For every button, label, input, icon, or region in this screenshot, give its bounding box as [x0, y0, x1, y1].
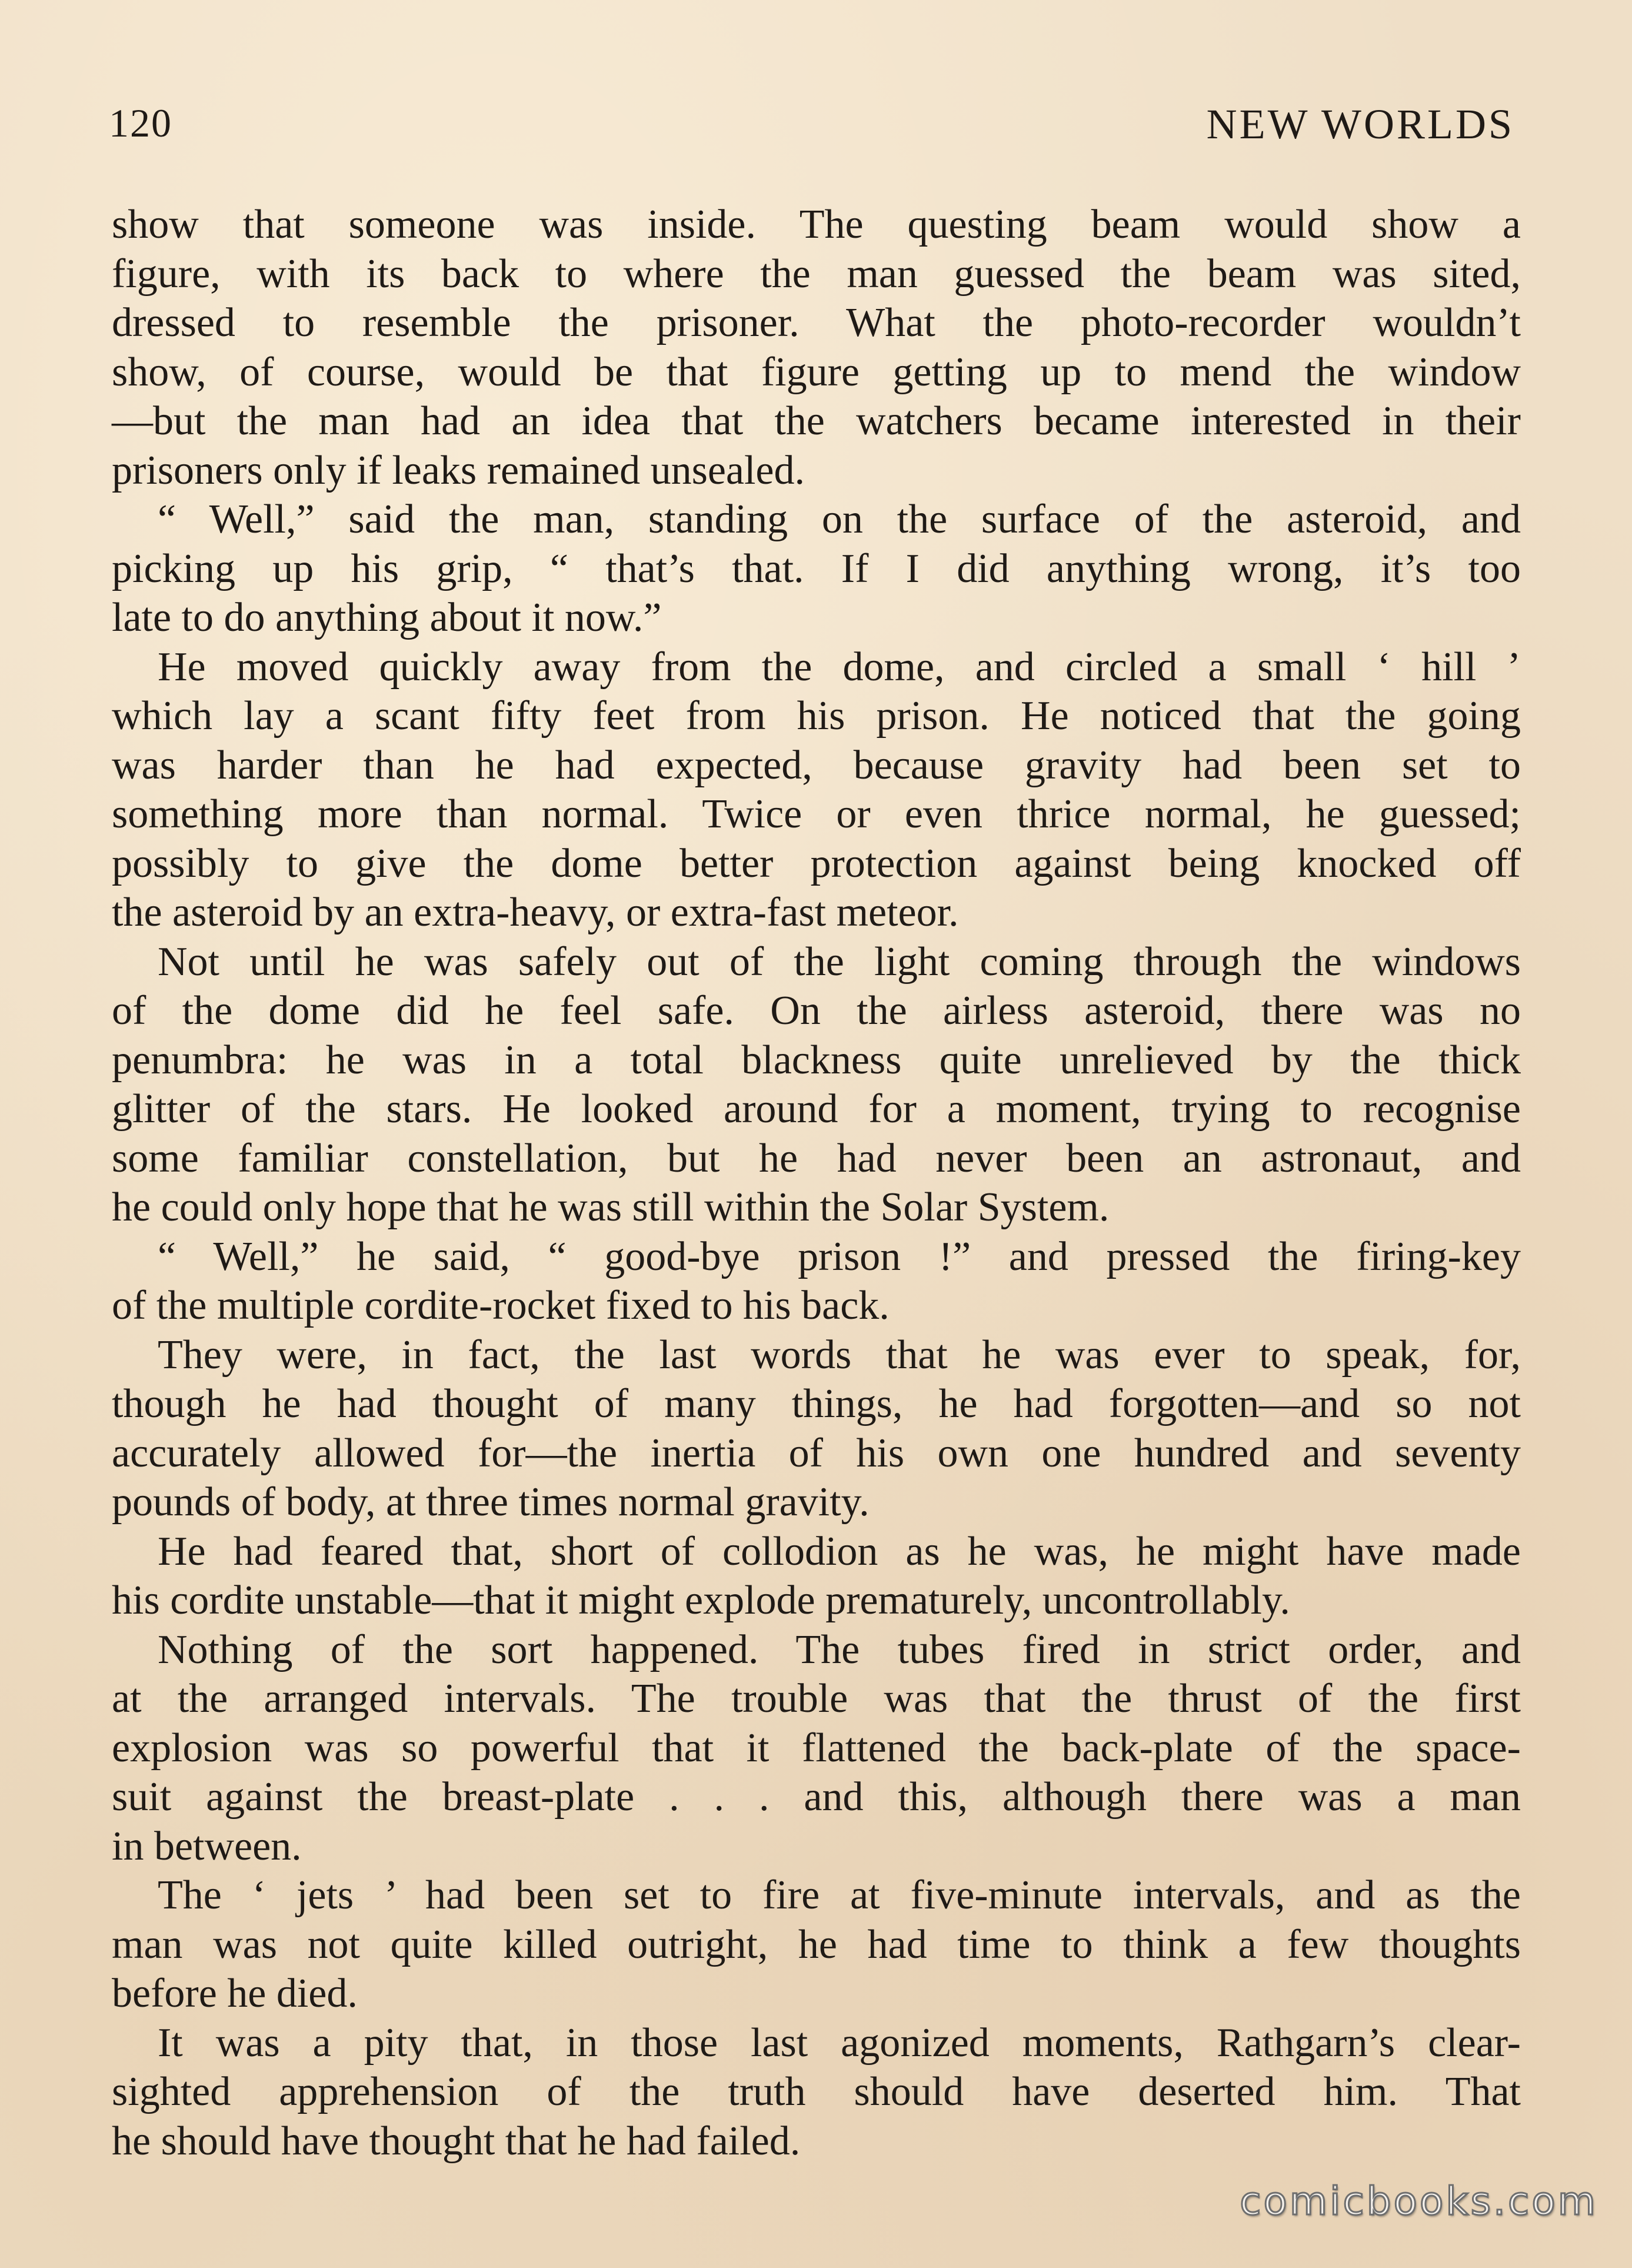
text-line: his cordite unstable—that it might explode prematurely, uncontrollably.: [112, 1578, 1290, 1623]
running-head: NEW WORLDS: [1206, 101, 1514, 148]
text-line: picking up his grip, “ that’s that. If I did anything wrong, it’s too: [112, 546, 1521, 591]
text-line: They were, in fact, the last words that he was ever to speak, for,: [158, 1332, 1521, 1378]
text-line: Not until he was safely out of the light coming through the windows: [158, 939, 1521, 985]
text-line: possibly to give the dome better protection against being knocked off: [112, 840, 1521, 886]
text-line: before he died.: [112, 1971, 358, 2016]
text-line: he could only hope that he was still within the Solar System.: [112, 1185, 1110, 1230]
text-line: “ Well,” said the man, standing on the surface of the asteroid, and: [158, 497, 1521, 542]
text-line: at the arranged intervals. The trouble was that the thrust of the first: [112, 1676, 1521, 1721]
text-line: prisoners only if leaks remained unsealed.: [112, 447, 805, 493]
page-header: [109, 100, 1514, 159]
text-line: which lay a scant fifty feet from his prison. He noticed that the going: [112, 693, 1521, 739]
text-line: he should have thought that he had failed.: [112, 2118, 801, 2164]
text-line: some familiar constellation, but he had never been an astronaut, and: [112, 1135, 1521, 1181]
text-line: glitter of the stars. He looked around for a moment, trying to recognise: [112, 1086, 1521, 1132]
page-number: 120: [109, 101, 172, 145]
text-line: of the multiple cordite-rocket fixed to his back.: [112, 1283, 890, 1328]
text-line: dressed to resemble the prisoner. What the photo-recorder wouldn’t: [112, 300, 1521, 345]
text-line: though he had thought of many things, he had forgotten—and so not: [112, 1381, 1521, 1426]
text-line: suit against the breast-plate . . . and this, although there was a man: [112, 1774, 1521, 1820]
text-line: It was a pity that, in those last agonized moments, Rathgarn’s clear-: [158, 2020, 1521, 2066]
text-line: accurately allowed for—the inertia of his own one hundred and seventy: [112, 1430, 1521, 1476]
text-line: Nothing of the sort happened. The tubes fired in strict order, and: [158, 1627, 1521, 1672]
text-line: man was not quite killed outright, he had time to think a few thoughts: [112, 1921, 1521, 1967]
text-line: penumbra: he was in a total blackness quite unrelieved by the thick: [112, 1037, 1521, 1083]
text-line: was harder than he had expected, because gravity had been set to: [112, 742, 1521, 788]
text-line: in between.: [112, 1823, 302, 1869]
text-line: show that someone was inside. The questing beam would show a: [112, 202, 1521, 247]
watermark-logo: comicbooks.com: [1240, 2179, 1598, 2224]
text-line: He had feared that, short of collodion as he was, he might have made: [158, 1528, 1521, 1574]
text-line: something more than normal. Twice or even thrice normal, he guessed;: [112, 792, 1521, 837]
text-line: of the dome did he feel safe. On the airless asteroid, there was no: [112, 988, 1521, 1033]
body-text: [112, 200, 1521, 2166]
text-line: pounds of body, at three times normal gravity.: [112, 1479, 870, 1525]
text-line: figure, with its back to where the man guessed the beam was sited,: [112, 251, 1521, 297]
text-line: He moved quickly away from the dome, and circled a small ‘ hill ’: [158, 644, 1521, 690]
text-line: —but the man had an idea that the watchers became interested in their: [112, 398, 1521, 444]
text-line: late to do anything about it now.”: [112, 595, 662, 640]
text-line: show, of course, would be that figure getting up to mend the window: [112, 349, 1521, 395]
text-line: the asteroid by an extra-heavy, or extra-fast meteor.: [112, 890, 959, 935]
text-line: sighted apprehension of the truth should have deserted him. That: [112, 2069, 1521, 2114]
text-line: “ Well,” he said, “ good-bye prison !” and pressed the firing-key: [158, 1233, 1521, 1279]
text-line: explosion was so powerful that it flattened the back-plate of the space-: [112, 1725, 1521, 1771]
text-line: The ‘ jets ’ had been set to fire at five-minute intervals, and as the: [158, 1873, 1521, 1918]
